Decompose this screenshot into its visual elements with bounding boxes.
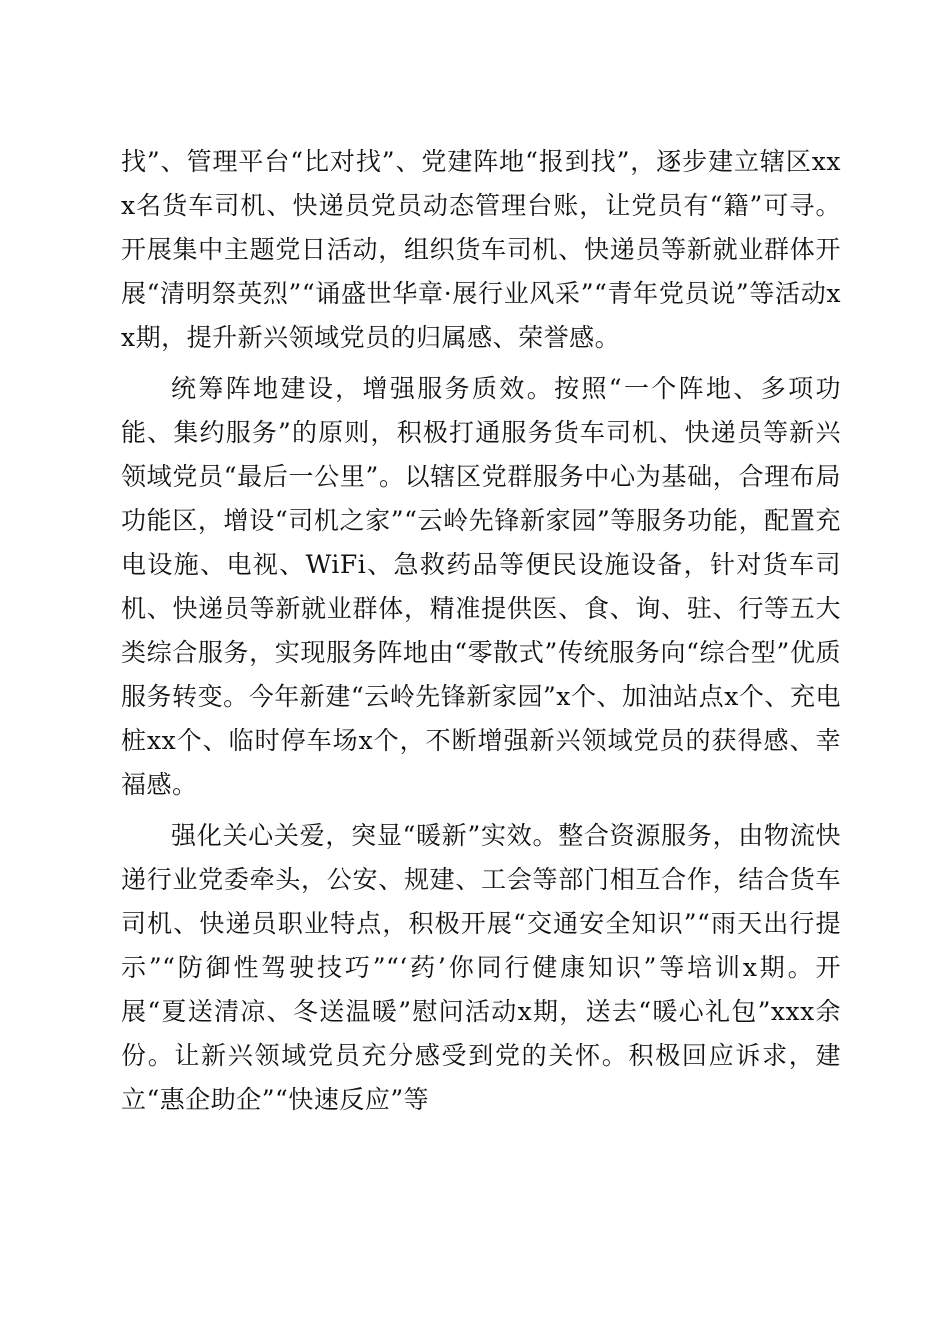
paragraph-care-services: 强化关心关爱，突显“暖新”实效。整合资源服务，由物流快递行业党委牵头，公安、规建、工会等部门相互合作，结合货车司机、快递员职业特点，积极开展“交通安全知识”“雨天出行提示”“防御性驾驶技巧”“‘药’你同行健康知识”等培训x期。开展“夏送清凉、冬送温暖”慰问活动x期，送去“暖心礼包”xxx余份。让新兴领域党员充分感受到党的关怀。积极回应诉求，建立“惠企助企”“快速反应”等: [121, 821, 841, 1114]
paragraph-continuation: 找”、管理平台“比对找”、党建阵地“报到找”，逐步建立辖区xxx名货车司机、快递员党员动态管理台账，让党员有“籍”可寻。开展集中主题党日活动，组织货车司机、快递员等新就业群体开展“清明祭英烈”“诵盛世华章·展行业风采”“青年党员说”等活动xx期，提升新兴领域党员的归属感、荣誉感。: [121, 147, 841, 352]
paragraph-position-building: 统筹阵地建设，增强服务质效。按照“一个阵地、多项功能、集约服务”的原则，积极打通服务货车司机、快递员等新兴领域党员“最后一公里”。以辖区党群服务中心为基础，合理布局功能区，增设“司机之家”“云岭先锋新家园”等服务功能，配置充电设施、电视、WiFi、急救药品等便民设施设备，针对货车司机、快递员等新就业群体，精准提供医、食、询、驻、行等五大类综合服务，实现服务阵地由“零散式”传统服务向“综合型”优质服务转变。今年新建“云岭先锋新家园”x个、加油站点x个、充电桩xx个、临时停车场x个，不断增强新兴领域党员的获得感、幸福感。: [121, 374, 841, 799]
document-body: [121, 140, 841, 1129]
